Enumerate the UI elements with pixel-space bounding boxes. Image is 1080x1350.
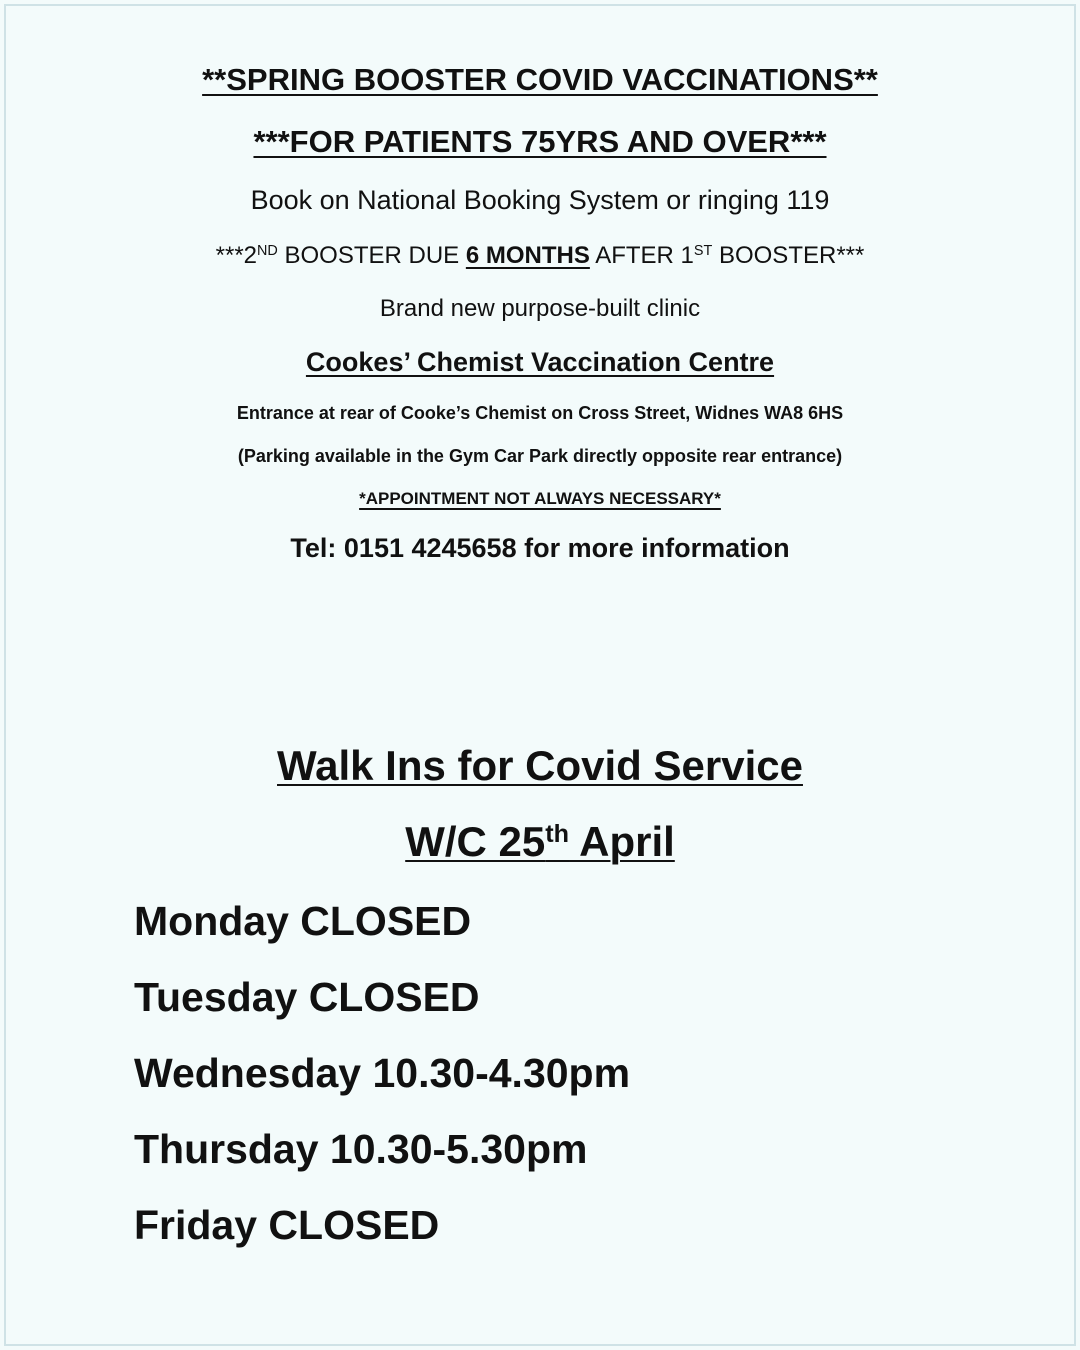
booster-note-middle: BOOSTER DUE xyxy=(277,242,466,269)
week-commencing-text xyxy=(405,818,675,865)
schedule-wednesday: Wednesday 10.30-4.30pm xyxy=(134,1050,631,1096)
booster-note-emphasis: 6 MONTHS xyxy=(465,242,590,269)
schedule-friday: Friday CLOSED xyxy=(134,1202,440,1248)
poster-title: **SPRING BOOSTER COVID VACCINATIONS** xyxy=(202,62,878,97)
clinic-parking: (Parking available in the Gym Car Park directly opposite rear entrance) xyxy=(237,446,843,466)
schedule-thursday: Thursday 10.30-5.30pm xyxy=(134,1126,588,1172)
week-suffix: April xyxy=(569,818,675,865)
appointment-note: *APPOINTMENT NOT ALWAYS NECESSARY* xyxy=(359,489,721,508)
booster-note-after-sup: ST xyxy=(693,243,713,260)
booster-note-prefix-sup: ND xyxy=(257,243,278,260)
walk-ins-title: Walk Ins for Covid Service xyxy=(277,742,803,789)
week-prefix: W/C 25 xyxy=(405,818,546,865)
clinic-phone: Tel: 0151 4245658 for more information xyxy=(290,533,790,563)
booster-note-after: AFTER 1 xyxy=(589,242,694,269)
eligibility-heading: ***FOR PATIENTS 75YRS AND OVER*** xyxy=(253,124,827,159)
booster-note xyxy=(0,242,1080,270)
clinic-description: Brand new purpose-built clinic xyxy=(379,295,701,322)
week-commencing xyxy=(0,818,1080,866)
booking-info: Book on National Booking System or ringing 119 xyxy=(250,185,830,215)
booster-note-suffix: BOOSTER*** xyxy=(712,242,865,269)
schedule-tuesday: Tuesday CLOSED xyxy=(134,974,480,1020)
clinic-name: Cookes’ Chemist Vaccination Centre xyxy=(305,347,775,377)
schedule-monday: Monday CLOSED xyxy=(134,898,472,944)
week-sup: th xyxy=(545,820,570,849)
clinic-entrance: Entrance at rear of Cooke’s Chemist on Cross Street, Widnes WA8 6HS xyxy=(236,403,844,423)
booster-note-prefix: ***2 xyxy=(215,242,258,269)
